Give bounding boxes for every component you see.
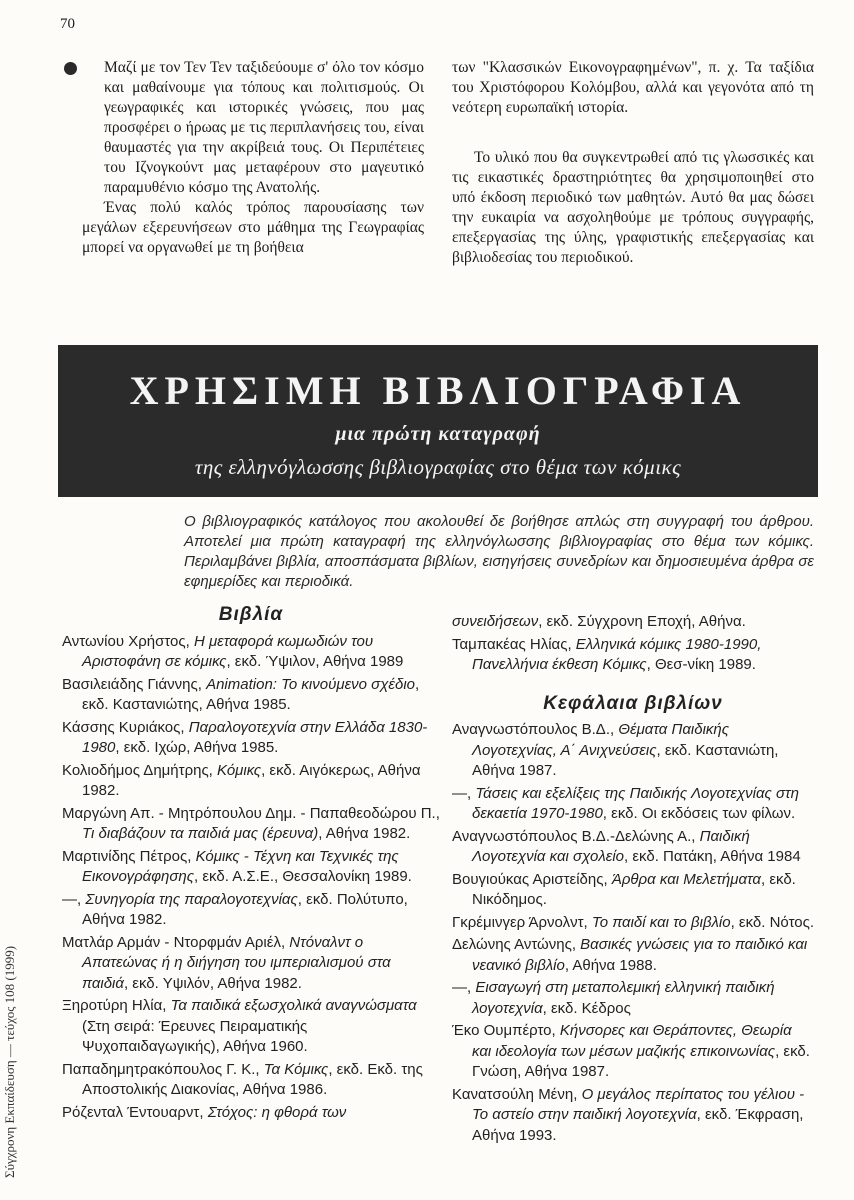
entry-author: Ματλάρ Αρμάν - Ντορφμάν Αριέλ, [62, 933, 290, 951]
bibliography-entry [62, 718, 440, 759]
entry-author: —, [62, 890, 86, 908]
entry-details: , εκδ. Καστανιώτης, Αθήνα 1985. [82, 675, 420, 713]
bibliography-entry [452, 720, 814, 782]
entry-details: , εκδ. Ιχώρ, Αθήνα 1985. [115, 739, 279, 756]
entry-title: Τάσεις και εξελίξεις της Παιδικής Λογοτεχνίας στη δεκαετία 1970-1980 [472, 784, 799, 822]
chapters-list [452, 720, 814, 1146]
entry-title: Παιδική Λογοτεχνία και σχολείο [472, 827, 750, 865]
entry-title: Στόχος: η φθορά των [207, 1103, 347, 1121]
entry-details: , Θεσ-νίκη 1989. [646, 656, 756, 673]
entry-title: Ο μεγάλος περίπατος του γέλιου - Το αστείο στην παιδική λογοτεχνία [472, 1085, 805, 1123]
left-text-column [82, 58, 424, 278]
entry-author: Μαρτινίδης Πέτρος, [62, 847, 196, 865]
section-heading-chapters: Κεφάλαια βιβλίων [543, 692, 723, 714]
entry-author: Ξηροτύρη Ηλία, [62, 997, 171, 1014]
bibliography-entry [62, 933, 440, 995]
entry-author: Μαργώνη Απ. - Μητρόπουλου Δημ. - Παπαθεοδώρου Π., [62, 804, 440, 822]
entry-author: Ρόζενταλ Έντουαρντ, [62, 1103, 208, 1121]
bibliography-entry [62, 890, 440, 931]
entry-author: Έκο Ουμπέρτο, [452, 1022, 560, 1039]
entry-details: , εκδ. Πατάκη, Αθήνα 1984 [624, 848, 801, 865]
bibliography-entry [452, 827, 814, 868]
entry-title: Κήνσορες και Θεράποντες, Θεωρία και ιδεολογία των μέσων μαζικής επικοινωνίας [472, 1022, 792, 1060]
entry-title: Τα παιδικά εξωσχολικά αναγνώσματα [170, 997, 417, 1014]
bibliography-entry [62, 1060, 440, 1101]
entry-author: Ταμπακέας Ηλίας, [452, 635, 576, 653]
entry-details: , εκδ. Γνώση, Αθήνα 1987. [472, 1042, 810, 1080]
books-list [62, 605, 440, 1125]
entry-author: Κολιοδήμος Δημήτρης, [62, 761, 218, 779]
paragraph: Μαζί με τον Τεν Τεν ταξιδεύουμε σ' όλο τον κόσμο και μαθαίνουμε για τόπους και πολιτισμούς. Οι γεωγραφικές και ιστορικές γνώσεις, που μας προσφέρει ο ήρωας με τις περιπλανήσεις του, είναι θαυμαστές για την ακρίβειά τους. Οι Περιπέτειες του Ιζνογκούντ μας μεταφέρουν στο μαγευτικό παραμυθένιο κόσμο της Ανατολής. [104, 59, 424, 196]
entry-title: Παραλογοτεχνία στην Ελλάδα 1830-1980 [82, 718, 428, 756]
entry-details: , εκδ. Κέδρος [542, 999, 631, 1017]
entry-author: Κάσσης Κυριάκος, [62, 718, 189, 736]
right-text-column [452, 58, 814, 288]
bibliography-entry [62, 761, 440, 802]
entry-details: , εκδ. Σύγχρονη Εποχή, Αθήνα. [538, 613, 746, 630]
bibliography-entry [62, 996, 440, 1058]
bibliography-entry [452, 1085, 814, 1147]
entry-author: Αναγνωστόπουλος Β.Δ.-Δελώνης Α., [452, 827, 700, 845]
bibliography-entry [62, 804, 440, 845]
bibliography-entry [62, 675, 440, 716]
entry-details: , εκδ. Εκδ. της Αποστολικής Διακονίας, Αθήνα 1986. [82, 1060, 423, 1098]
bibliography-entry [452, 612, 814, 633]
banner-subtitle: μια πρώτη καταγραφή [335, 423, 541, 445]
entry-author: Αντωνίου Χρήστος, [62, 632, 194, 650]
entry-author: Κανατσούλη Μένη, [452, 1085, 582, 1103]
entry-details: , εκδ. Νότος. [730, 913, 815, 931]
paragraph: Το υλικό που θα συγκεντρωθεί από τις γλωσσικές και τις εικαστικές δραστηριότητες θα χρησιμοποιηθεί στο υπό έκδοση περιοδικό των μαθητών. Αυτό θα μας δώσει την ευκαιρία να ασχοληθούμε με τρόπους συγγραφής, επεξεργασίας της ύλης, γραφιστικής επεξεργασίας και βιβλιοδεσίας του περιοδικού. [452, 149, 814, 266]
bibliography-entry [452, 635, 814, 676]
entry-details: , Αθήνα 1982. [318, 825, 411, 842]
banner-title: ΧΡΗΣΙΜΗ ΒΙΒΛΙΟΓΡΑΦΙΑ [129, 368, 747, 413]
entry-details: , εκδ. Ύψιλον, Αθήνα 1989 [226, 653, 404, 670]
entry-author: Βασιλειάδης Γιάννης, [62, 675, 207, 693]
entry-details: , εκδ. Α.Σ.Ε., Θεσσαλονίκη 1989. [194, 868, 412, 885]
entry-details: , εκδ. Υψιλόν, Αθήνα 1982. [123, 974, 302, 992]
entry-author: —, [452, 784, 476, 802]
bibliography-entry [62, 632, 440, 673]
entry-title: Ντόναλντ ο Απατεώνας ή η διήγηση του ιμπεριαλισμού στα παιδιά [82, 933, 391, 992]
bibliography-entry [452, 870, 814, 911]
entry-author: Αναγνωστόπουλος Β.Δ., [452, 721, 619, 738]
section-heading-books: Βιβλία [218, 604, 284, 625]
entry-title: Συνηγορία της παραλογοτεχνίας [85, 890, 298, 908]
journal-sidebar: Σύγχρονη Εκπαίδευση — τεύχος 108 (1999) [2, 945, 17, 1178]
entry-author: Παπαδημητρακόπουλος Γ. Κ., [62, 1060, 264, 1078]
paragraph: Ένας πολύ καλός τρόπος παρουσίασης των μεγάλων εξερευνήσεων στο μάθημα της Γεωγραφίας μπορεί να οργανωθεί με τη βοήθεια [82, 199, 424, 256]
books-list-continued [452, 612, 814, 676]
entry-details: , εκδ. Νικόδημος. [472, 870, 796, 908]
entry-title: Animation: Το κινούμενο σχέδιο [206, 675, 416, 693]
bibliography-entry [62, 847, 440, 888]
entry-title: Κόμικς - Τέχνη και Τεχνικές της Εικονογράφησης [82, 847, 399, 885]
entry-title: Κόμικς [217, 761, 262, 779]
entry-title: Το παιδί και το βιβλίο [591, 913, 731, 931]
banner-subtitle-2: της ελληνόγλωσσης βιβλιογραφίας στο θέμα των κόμικς [194, 455, 682, 479]
entry-details: , εκδ. Οι εκδόσεις των φίλων. [602, 805, 796, 822]
entry-title: Άρθρα και Μελετήματα [611, 870, 761, 888]
bibliography-entry [62, 1103, 440, 1124]
paragraph: των "Κλασσικών Εικονογραφημένων", π. χ. Τα ταξίδια του Χριστόφορου Κολόμβου, αλλά και γεγονότα από τη νεότερη ευρωπαϊκή ιστορία. [452, 59, 814, 116]
bibliography-intro: Ο βιβλιογραφικός κατάλογος που ακολουθεί δε βοήθησε απλώς στη συγγραφή του άρθρου. Αποτελεί μια πρώτη καταγραφή της ελληνόγλωσσης βιβλιογραφίας στο θέμα των κόμικς. Περιλαμβάνει βιβλία, αποσπάσματα βιβλίων, εισηγήσεις συνεδρίων και δημοσιευμένα άρθρα σε εφημερίδες και περιοδικά. [184, 513, 814, 590]
bibliography-entry [452, 935, 814, 976]
entry-title: Τι διαβάζουν τα παιδιά μας (έρευνα) [82, 825, 319, 842]
entry-title: Τα Κόμικς [263, 1060, 329, 1078]
entry-details: , Αθήνα 1988. [564, 956, 657, 974]
entry-details: , εκδ. Αιγόκερως, Αθήνα 1982. [82, 761, 421, 799]
entry-details: , εκδ. Καστανιώτη, Αθήνα 1987. [472, 741, 779, 779]
page-number: 70 [60, 16, 75, 32]
bibliography-entry [452, 1021, 814, 1083]
bibliography-entry [452, 784, 814, 825]
bullet-icon [64, 62, 77, 75]
entry-details: , εκδ. Έκφραση, Αθήνα 1993. [472, 1106, 804, 1144]
bibliography-entry [452, 978, 814, 1019]
entry-title: Ελληνικά κόμικς 1980-1990, Πανελλήνια έκθεση Κόμικς [472, 635, 762, 673]
bibliography-banner [58, 345, 818, 497]
entry-details: , εκδ. Πολύτυπο, Αθήνα 1982. [82, 890, 408, 928]
entry-title: συνειδήσεων [452, 613, 539, 630]
entry-details: (Στη σειρά: Έρευνες Πειραματικής Ψυχοπαιδαγωγικής), Αθήνα 1960. [82, 1017, 308, 1055]
entry-author: —, [452, 979, 476, 996]
entry-author: Δελώνης Αντώνης, [452, 936, 581, 953]
right-bibliography-column [452, 612, 814, 1148]
entry-title: Η μεταφορά κωμωδιών του Αριστοφάνη σε κόμικς [82, 632, 374, 670]
entry-author: Βουγιούκας Αριστείδης, [452, 870, 612, 888]
bibliography-entry [452, 913, 814, 934]
entry-title: Βασικές γνώσεις για το παιδικό και νεανικό βιβλίο [472, 936, 808, 974]
entry-title: Εισαγωγή στη μεταπολεμική ελληνική παιδική λογοτεχνία [472, 979, 775, 1017]
entry-author: Γκρέμινγερ Άρνολντ, [452, 913, 592, 931]
entry-title: Θέματα Παιδικής Λογοτεχνίας, Α΄ Ανιχνεύσεις [472, 721, 730, 759]
